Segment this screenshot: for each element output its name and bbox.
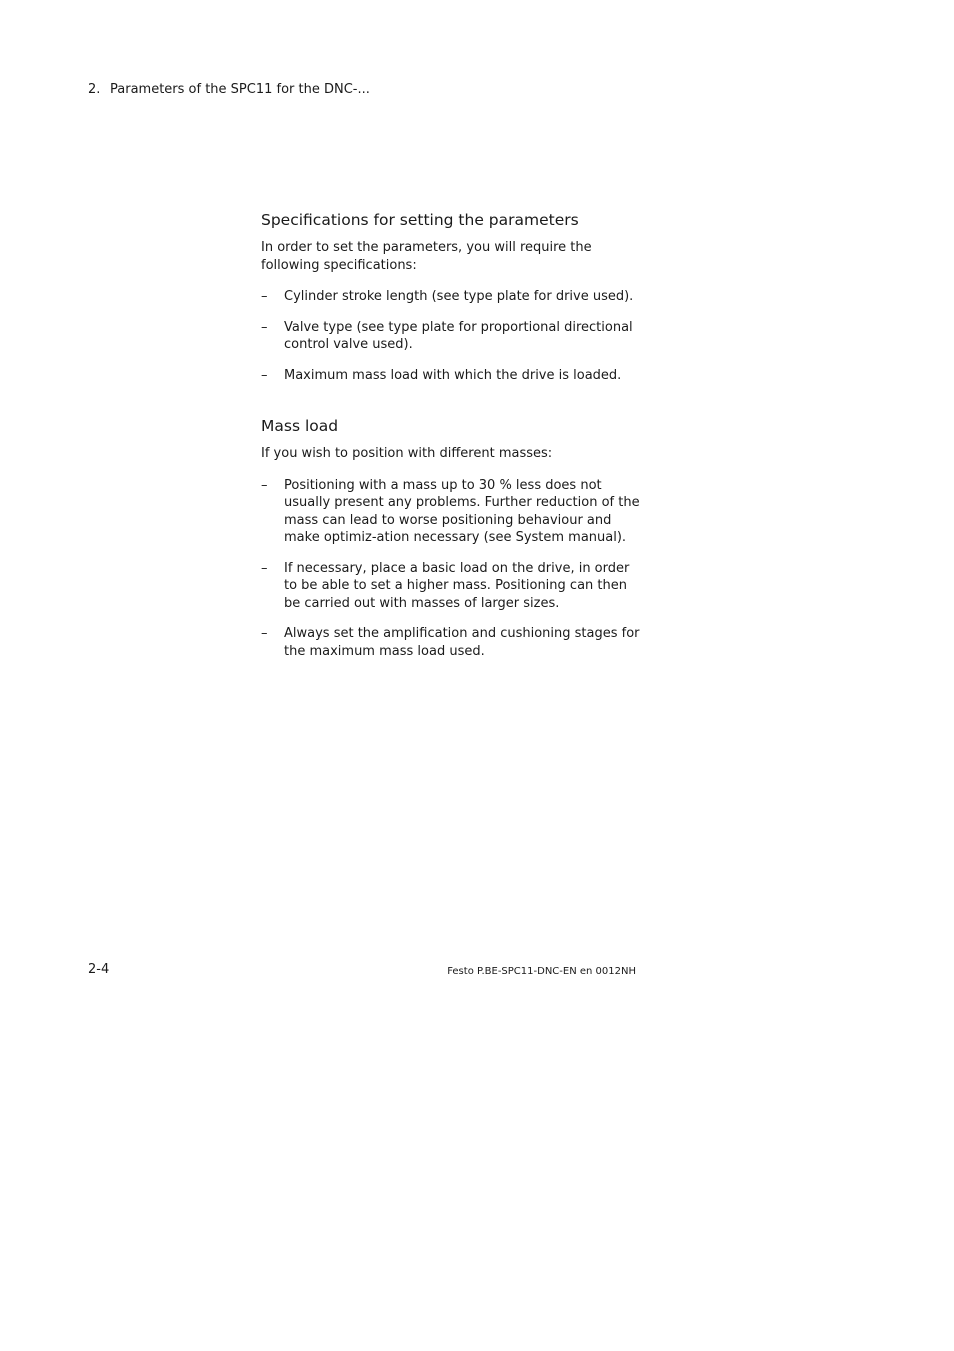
- bullet-dash: –: [261, 626, 268, 641]
- running-header: [88, 81, 370, 99]
- list-item-text: Maximum mass load with which the drive is loaded.: [284, 367, 622, 383]
- list-item: [261, 367, 646, 385]
- bullet-dash: –: [261, 319, 268, 335]
- list-item: [261, 625, 646, 660]
- chapter-title: Parameters of the SPC11 for the DNC-...: [110, 82, 370, 97]
- list-item-text: Valve type (see type plate for proportional directional control valve used).: [284, 319, 633, 352]
- section-spacer: [261, 397, 646, 415]
- list-item-text: Always set the amplification and cushioning stages for the maximum mass load used.: [284, 626, 640, 659]
- section-heading-specifications: Specifications for setting the parameters: [261, 211, 579, 229]
- list-item: [261, 288, 646, 306]
- bullet-dash: –: [261, 289, 268, 304]
- section-intro-mass-load: If you wish to position with different masses:: [261, 446, 553, 461]
- list-item-text: Cylinder stroke length (see type plate for drive used).: [284, 289, 634, 304]
- bullet-dash: –: [261, 367, 268, 383]
- list-item-text: Positioning with a mass up to 30 % less does not usually present any problems. Further reduction of the mass can lead to worse positioning behaviour and make optimiz-ation necessary (see System manual).: [284, 477, 640, 545]
- list-item-text: If necessary, place a basic load on the drive, in order to be able to set a higher mass. Positioning can then be carried out with masses of larger sizes.: [284, 560, 630, 611]
- chapter-number: 2.: [88, 82, 101, 97]
- list-item: [261, 477, 646, 547]
- bullet-dash: –: [261, 477, 268, 493]
- page-number: 2-4: [88, 962, 110, 977]
- section-intro-specifications: In order to set the parameters, you will require the following specifications:: [261, 240, 592, 273]
- bullet-dash: –: [261, 560, 268, 576]
- section-heading-mass-load: Mass load: [261, 417, 339, 435]
- document-reference: Festo P.BE-SPC11-DNC-EN en 0012NH: [447, 966, 636, 977]
- bullet-list-mass-load: [261, 477, 646, 661]
- bullet-list-specifications: [261, 288, 646, 384]
- main-content: [261, 209, 646, 673]
- list-item: [261, 319, 646, 354]
- list-item: [261, 560, 646, 613]
